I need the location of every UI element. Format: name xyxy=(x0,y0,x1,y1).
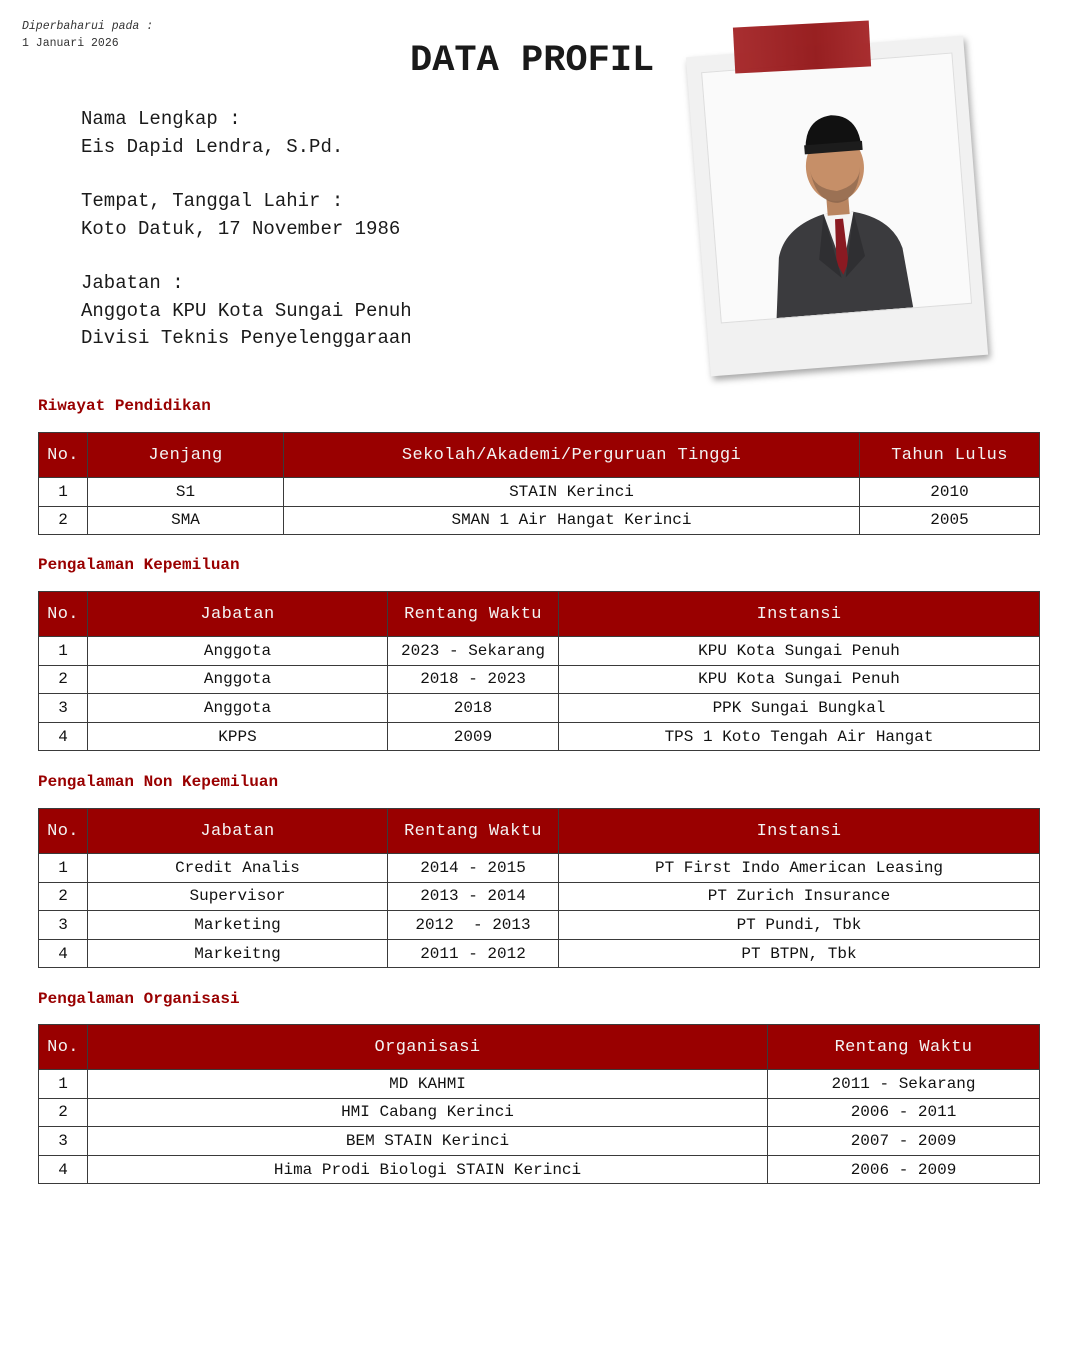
table-row xyxy=(39,637,1040,666)
header-institution: Instansi xyxy=(559,592,1040,637)
cell-institution: PT BTPN, Tbk xyxy=(559,939,1040,968)
cell-school: STAIN Kerinci xyxy=(284,478,860,507)
cell-period: 2018 - 2023 xyxy=(388,665,559,694)
cell-position: Anggota xyxy=(88,665,388,694)
cell-no: 4 xyxy=(39,1155,88,1184)
header-no: No. xyxy=(39,433,88,478)
table-row xyxy=(39,1070,1040,1099)
cell-no: 2 xyxy=(39,1098,88,1127)
cell-organization: MD KAHMI xyxy=(88,1070,768,1099)
organization-experience-table xyxy=(38,1024,1040,1184)
cell-period: 2023 - Sekarang xyxy=(388,637,559,666)
cell-no: 3 xyxy=(39,694,88,723)
cell-period: 2006 - 2011 xyxy=(768,1098,1040,1127)
name-block xyxy=(81,106,412,161)
cell-year: 2005 xyxy=(860,506,1040,535)
header-position: Jabatan xyxy=(88,809,388,854)
table-row xyxy=(39,722,1040,751)
person-portrait-icon xyxy=(702,54,971,323)
cell-institution: KPU Kota Sungai Penuh xyxy=(559,637,1040,666)
cell-no: 1 xyxy=(39,478,88,507)
education-section-title: Riwayat Pendidikan xyxy=(38,397,211,415)
cell-period: 2006 - 2009 xyxy=(768,1155,1040,1184)
table-row xyxy=(39,1155,1040,1184)
cell-period: 2009 xyxy=(388,722,559,751)
cell-no: 2 xyxy=(39,665,88,694)
cell-organization: HMI Cabang Kerinci xyxy=(88,1098,768,1127)
cell-period: 2013 - 2014 xyxy=(388,882,559,911)
table-row xyxy=(39,939,1040,968)
cell-organization: BEM STAIN Kerinci xyxy=(88,1127,768,1156)
cell-year: 2010 xyxy=(860,478,1040,507)
table-row xyxy=(39,1127,1040,1156)
non-election-experience-table xyxy=(38,808,1040,968)
position-block xyxy=(81,270,412,353)
table-header-row xyxy=(39,433,1040,478)
cell-no: 1 xyxy=(39,637,88,666)
position-line-2: Divisi Teknis Penyelenggaraan xyxy=(81,327,412,349)
cell-position: Markeitng xyxy=(88,939,388,968)
cell-organization: Hima Prodi Biologi STAIN Kerinci xyxy=(88,1155,768,1184)
cell-institution: PT Pundi, Tbk xyxy=(559,911,1040,940)
header-no: No. xyxy=(39,809,88,854)
cell-period: 2014 - 2015 xyxy=(388,854,559,883)
cell-level: S1 xyxy=(88,478,284,507)
cell-institution: PT First Indo American Leasing xyxy=(559,854,1040,883)
birth-block xyxy=(81,188,412,243)
last-updated-date: 1 Januari 2026 xyxy=(22,37,119,50)
header-school: Sekolah/Akademi/Perguruan Tinggi xyxy=(284,433,860,478)
header-no: No. xyxy=(39,1025,88,1070)
education-table xyxy=(38,432,1040,535)
header-period: Rentang Waktu xyxy=(388,592,559,637)
cell-no: 1 xyxy=(39,854,88,883)
profile-photo-frame xyxy=(686,36,988,377)
table-row xyxy=(39,854,1040,883)
organization-section-title: Pengalaman Organisasi xyxy=(38,990,240,1008)
table-row xyxy=(39,1098,1040,1127)
position-label: Jabatan : xyxy=(81,272,184,294)
cell-position: Anggota xyxy=(88,694,388,723)
last-updated xyxy=(22,18,153,52)
header-position: Jabatan xyxy=(88,592,388,637)
name-label: Nama Lengkap : xyxy=(81,108,241,130)
cell-institution: TPS 1 Koto Tengah Air Hangat xyxy=(559,722,1040,751)
header-level: Jenjang xyxy=(88,433,284,478)
cell-period: 2011 - 2012 xyxy=(388,939,559,968)
table-row xyxy=(39,665,1040,694)
table-row xyxy=(39,478,1040,507)
cell-no: 3 xyxy=(39,911,88,940)
cell-period: 2012 - 2013 xyxy=(388,911,559,940)
header-period: Rentang Waktu xyxy=(768,1025,1040,1070)
header-organization: Organisasi xyxy=(88,1025,768,1070)
non-election-section-title: Pengalaman Non Kepemiluan xyxy=(38,773,279,791)
cell-position: Supervisor xyxy=(88,882,388,911)
table-header-row xyxy=(39,809,1040,854)
table-header-row xyxy=(39,1025,1040,1070)
cell-institution: PT Zurich Insurance xyxy=(559,882,1040,911)
header-no: No. xyxy=(39,592,88,637)
election-section-title: Pengalaman Kepemiluan xyxy=(38,556,240,574)
header-institution: Instansi xyxy=(559,809,1040,854)
cell-position: Marketing xyxy=(88,911,388,940)
cell-institution: KPU Kota Sungai Penuh xyxy=(559,665,1040,694)
cell-position: KPPS xyxy=(88,722,388,751)
cell-position: Credit Analis xyxy=(88,854,388,883)
table-row xyxy=(39,506,1040,535)
header-period: Rentang Waktu xyxy=(388,809,559,854)
header-graduation-year: Tahun Lulus xyxy=(860,433,1040,478)
cell-no: 2 xyxy=(39,506,88,535)
cell-position: Anggota xyxy=(88,637,388,666)
profile-photo xyxy=(701,52,972,323)
cell-no: 4 xyxy=(39,939,88,968)
last-updated-label: Diperbaharui pada : xyxy=(22,20,154,33)
birth-value: Koto Datuk, 17 November 1986 xyxy=(81,217,401,240)
table-row xyxy=(39,882,1040,911)
cell-level: SMA xyxy=(88,506,284,535)
cell-no: 4 xyxy=(39,722,88,751)
page-title: DATA PROFIL xyxy=(410,40,655,82)
cell-period: 2011 - Sekarang xyxy=(768,1070,1040,1099)
profile-info xyxy=(81,106,412,380)
name-value: Eis Dapid Lendra, S.Pd. xyxy=(81,135,344,158)
position-line-1: Anggota KPU Kota Sungai Penuh xyxy=(81,299,412,322)
birth-label: Tempat, Tanggal Lahir : xyxy=(81,190,344,212)
cell-no: 1 xyxy=(39,1070,88,1099)
cell-period: 2018 xyxy=(388,694,559,723)
cell-school: SMAN 1 Air Hangat Kerinci xyxy=(284,506,860,535)
table-header-row xyxy=(39,592,1040,637)
cell-period: 2007 - 2009 xyxy=(768,1127,1040,1156)
red-tape-decoration xyxy=(733,20,871,73)
election-experience-table xyxy=(38,591,1040,751)
cell-institution: PPK Sungai Bungkal xyxy=(559,694,1040,723)
table-row xyxy=(39,694,1040,723)
table-row xyxy=(39,911,1040,940)
cell-no: 2 xyxy=(39,882,88,911)
cell-no: 3 xyxy=(39,1127,88,1156)
